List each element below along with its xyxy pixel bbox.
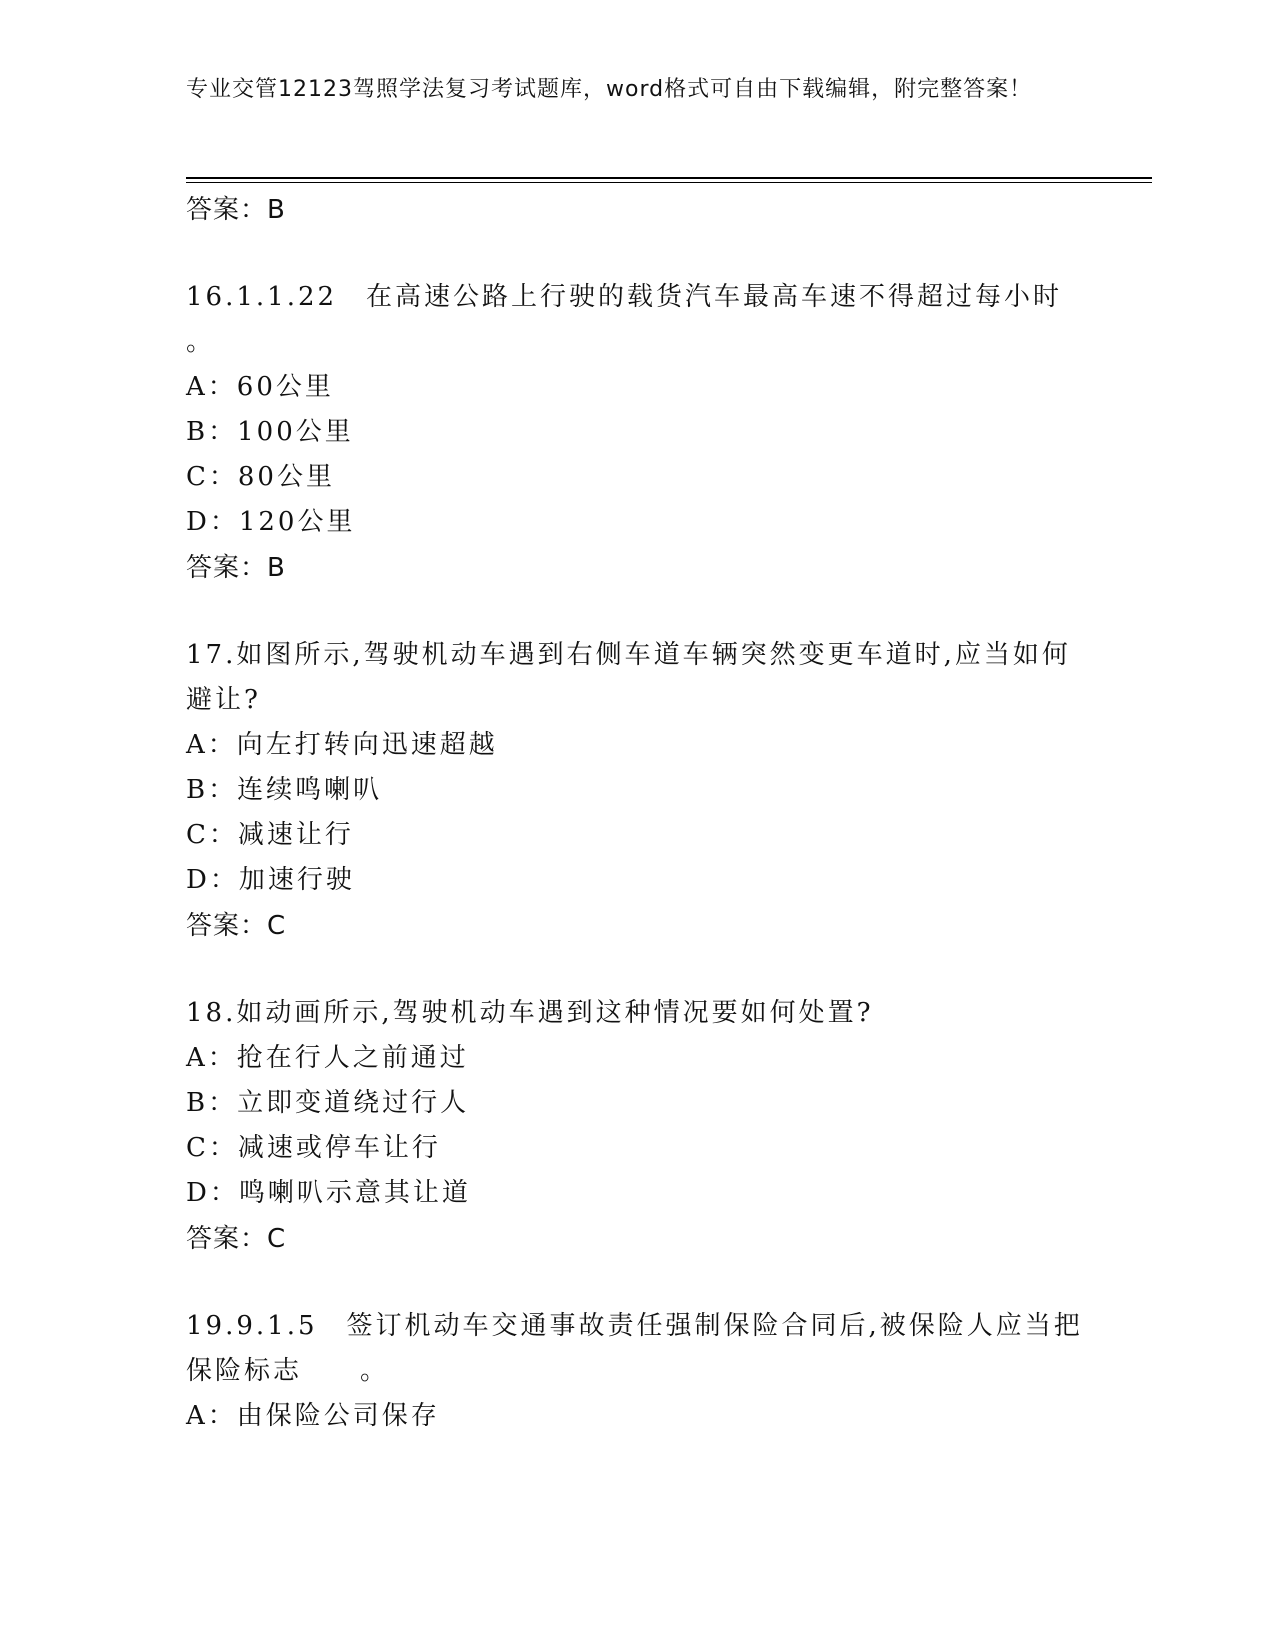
document-body bbox=[186, 187, 1086, 1439]
option-c: C：减速让行 bbox=[186, 820, 354, 850]
option-d: D：加速行驶 bbox=[186, 865, 355, 895]
question-stem: 16.1.1.22 在高速公路上行驶的载货汽车最高车速不得超过每小时 bbox=[186, 282, 1063, 312]
option-a: A：向左打转向迅速超越 bbox=[186, 730, 498, 760]
option-d: D：鸣喇叭示意其让道 bbox=[186, 1178, 471, 1208]
header-divider-thick bbox=[186, 177, 1152, 179]
question-stem-continued: 避让? bbox=[186, 685, 261, 715]
option-b: B：连续鸣喇叭 bbox=[186, 775, 383, 805]
spacer bbox=[186, 949, 1086, 991]
option-a: A：抢在行人之前通过 bbox=[186, 1043, 469, 1073]
page-header bbox=[186, 74, 1066, 106]
spacer bbox=[186, 591, 1086, 633]
question-block bbox=[186, 633, 1086, 949]
question-stem: 17.如图所示,驾驶机动车遇到右侧车道车辆突然变更车道时,应当如何 bbox=[186, 640, 1071, 670]
spacer bbox=[186, 233, 1086, 275]
question-stem-continued: 。 bbox=[186, 327, 216, 357]
option-b: B：100公里 bbox=[186, 417, 354, 447]
question-block bbox=[186, 991, 1086, 1262]
option-c: C：减速或停车让行 bbox=[186, 1133, 441, 1163]
option-a: A：由保险公司保存 bbox=[186, 1401, 440, 1431]
option-d: D：120公里 bbox=[186, 507, 356, 537]
question-block bbox=[186, 1304, 1086, 1439]
answer-line: 答案：C bbox=[186, 911, 287, 941]
header-divider-thin bbox=[186, 182, 1152, 183]
question-stem: 19.9.1.5 签订机动车交通事故责任强制保险合同后,被保险人应当把 bbox=[186, 1311, 1083, 1341]
option-a: A：60公里 bbox=[186, 372, 334, 402]
option-b: B：立即变道绕过行人 bbox=[186, 1088, 470, 1118]
spacer bbox=[186, 1262, 1086, 1304]
option-c: C：80公里 bbox=[186, 462, 335, 492]
answer-line: 答案：C bbox=[186, 1224, 287, 1254]
question-stem-continued: 保险标志 。 bbox=[186, 1356, 390, 1386]
question-block bbox=[186, 275, 1086, 591]
answer-line: 答案：B bbox=[186, 553, 286, 583]
header-text: 专业交管12123驾照学法复习考试题库，word格式可自由下载编辑，附完整答案！ bbox=[186, 77, 1033, 102]
question-stem: 18.如动画所示,驾驶机动车遇到这种情况要如何处置? bbox=[186, 998, 874, 1028]
answer-line: 答案：B bbox=[186, 195, 286, 225]
